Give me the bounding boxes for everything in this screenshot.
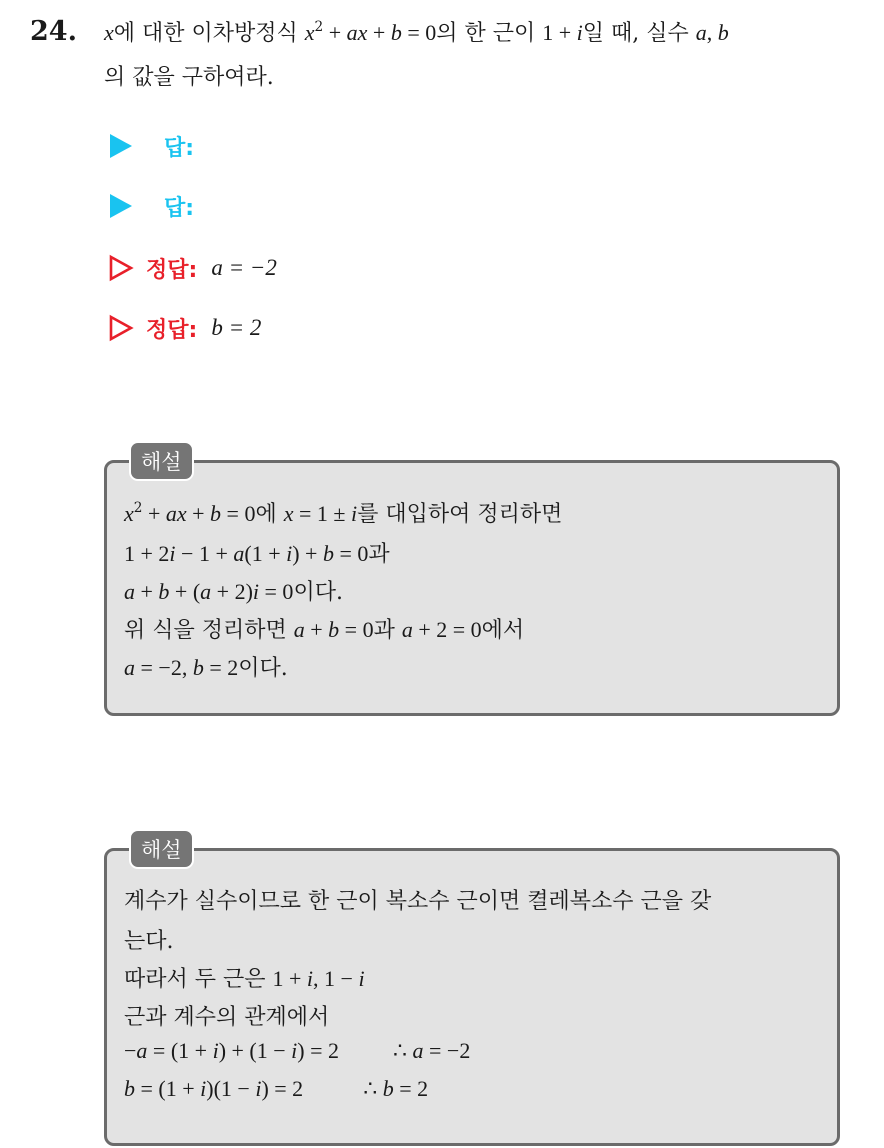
solution-2-line-3: 따라서 두 근은 1 + i, 1 − i [124,966,365,992]
blue-play-arrow-icon [108,192,134,220]
solution-1-line-5: a = −2, b = 2이다. [124,655,288,681]
solution-1-line-2: 1 + 2i − 1 + a(1 + i) + b = 0과 [124,541,390,567]
correct-answer-value: b = 2 [211,315,262,340]
answer-label: 답: [164,135,195,161]
correct-answer-2 [108,310,261,346]
solution-2-line-1: 계수가 실수이므로 한 근이 복소수 근이면 켤레복소수 근을 갖 [124,889,712,914]
answer-label: 답: [164,195,195,221]
red-outline-triangle-icon [108,314,134,342]
solution-1-line-1: $x^2$ + ax + b = 0에 x = 1 ± i를 대입하여 정리하면 [124,500,563,527]
question-text-line-1: x에 대한 이차방정식 $x^2$ + ax + b = 0의 한 근이 1 + i일 때, 실수 a, b [104,19,729,46]
correct-answer-label: 정답: [146,257,198,283]
solution-2-line-4: 근과 계수의 관계에서 [124,1005,330,1030]
solution-1-line-3: a + b + (a + 2)i = 0이다. [124,579,343,605]
solution-1-line-4: 위 식을 정리하면 a + b = 0과 a + 2 = 0에서 [124,617,525,643]
answer-blank-1 [108,128,194,164]
correct-answer-label: 정답: [146,317,198,343]
solution-2-line-2: 는다. [124,929,174,954]
question-text-line-2: 의 값을 구하여라. [104,65,274,90]
red-outline-triangle-icon [108,254,134,282]
answer-blank-2 [108,188,194,224]
solution-2-line-5: −a = (1 + i) + (1 − i) = 2 ∴ a = −2 [124,1038,471,1063]
blue-play-arrow-icon [108,132,134,160]
solution-tab: 해설 [129,441,194,481]
solution-2-line-6: b = (1 + i)(1 − i) = 2 ∴ b = 2 [124,1076,429,1101]
correct-answer-1 [108,250,277,286]
solution-tab: 해설 [129,829,194,869]
correct-answer-value: a = −2 [211,255,277,280]
question-number: 24. [30,16,77,47]
